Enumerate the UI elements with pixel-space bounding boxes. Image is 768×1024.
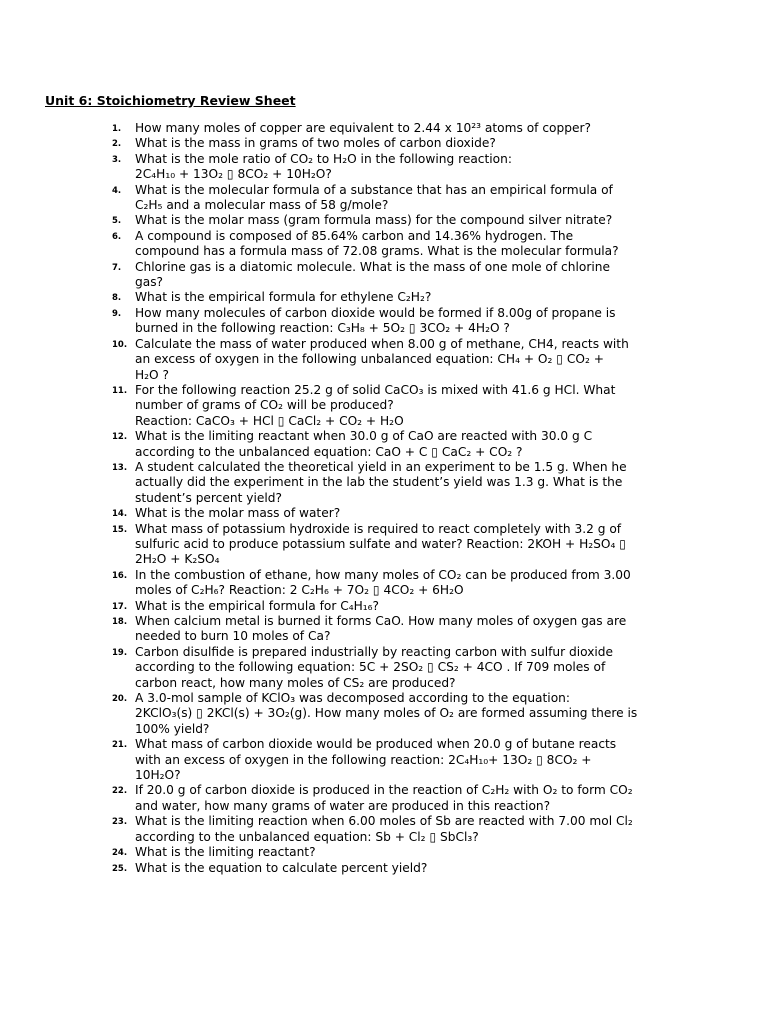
question-text: carbon react, how many moles of CS₂ are produced? — [135, 675, 456, 690]
question-item — [112, 152, 657, 183]
question-text: 2C₄H₁₀ + 13O₂ ▯ 8CO₂ + 10H₂O? — [135, 167, 332, 182]
question-item — [112, 429, 657, 460]
question-text: What is the empirical formula for ethylene C₂H₂? — [135, 290, 432, 305]
question-item — [112, 337, 657, 383]
question-number: 3. — [112, 154, 122, 165]
question-text: C₂H₅ and a molecular mass of 58 g/mole? — [135, 198, 389, 213]
question-number: 12. — [112, 432, 128, 443]
question-text: What is the mass in grams of two moles of carbon dioxide? — [135, 136, 496, 151]
question-item — [112, 845, 657, 860]
question-number: 11. — [112, 385, 128, 396]
question-text: with an excess of oxygen in the following reaction: 2C₄H₁₀+ 13O₂ ▯ 8CO₂ + — [135, 752, 592, 767]
question-item — [112, 645, 657, 691]
question-item — [112, 290, 657, 305]
question-text: and water, how many grams of water are produced in this reaction? — [135, 798, 551, 813]
question-number: 23. — [112, 817, 128, 828]
question-number: 24. — [112, 848, 128, 859]
question-text: number of grams of CO₂ will be produced? — [135, 398, 394, 413]
question-number: 9. — [112, 308, 122, 319]
question-text: moles of C₂H₆? Reaction: 2 C₂H₆ + 7O₂ ▯ 4CO₂ + 6H₂O — [135, 583, 464, 598]
question-text: A compound is composed of 85.64% carbon and 14.36% hydrogen. The — [135, 228, 574, 243]
question-text: burned in the following reaction: C₃H₈ + 5O₂ ▯ 3CO₂ + 4H₂O ? — [135, 321, 510, 336]
question-text: Chlorine gas is a diatomic molecule. What is the mass of one mole of chlorine — [135, 259, 610, 274]
question-text: an excess of oxygen in the following unbalanced equation: CH₄ + O₂ ▯ CO₂ + — [135, 352, 604, 367]
question-text: according to the following equation: 5C + 2SO₂ ▯ CS₂ + 4CO . If 709 moles of — [135, 660, 606, 675]
question-number: 10. — [112, 339, 128, 350]
question-item — [112, 691, 657, 737]
question-item — [112, 568, 657, 599]
question-item — [112, 306, 657, 337]
question-number: 8. — [112, 293, 122, 304]
question-text: needed to burn 10 moles of Ca? — [135, 629, 331, 644]
question-text: When calcium metal is burned it forms CaO. How many moles of oxygen gas are — [135, 614, 627, 628]
question-text: A student calculated the theoretical yield in an experiment to be 1.5 g. When he — [135, 459, 627, 474]
question-number: 2. — [112, 139, 122, 150]
question-text: What is the equation to calculate percent yield? — [135, 860, 428, 875]
question-text: What is the molar mass (gram formula mass) for the compound silver nitrate? — [135, 213, 613, 228]
question-item — [112, 506, 657, 521]
question-text: Calculate the mass of water produced when 8.00 g of methane, CH4, reacts with — [135, 336, 629, 351]
question-text: 10H₂O? — [135, 768, 181, 783]
question-item — [112, 614, 657, 645]
question-number: 15. — [112, 524, 128, 535]
question-text: actually did the experiment in the lab the student’s yield was 1.3 g. What is the — [135, 475, 623, 490]
question-text: 100% yield? — [135, 721, 210, 736]
question-number: 21. — [112, 740, 128, 751]
question-number: 16. — [112, 570, 128, 581]
question-text: How many moles of copper are equivalent to 2.44 x 10²³ atoms of copper? — [135, 121, 591, 135]
question-text: How many molecules of carbon dioxide would be formed if 8.00g of propane is — [135, 305, 616, 320]
question-item — [112, 737, 657, 783]
question-item — [112, 522, 657, 568]
question-item — [112, 599, 657, 614]
question-item — [112, 136, 657, 151]
question-text: If 20.0 g of carbon dioxide is produced in the reaction of C₂H₂ with O₂ to form CO₂ — [135, 783, 633, 798]
question-item — [112, 783, 657, 814]
question-number: 13. — [112, 462, 128, 473]
question-item — [112, 121, 657, 136]
question-text: student’s percent yield? — [135, 490, 282, 505]
question-text: What is the limiting reaction when 6.00 moles of Sb are reacted with 7.00 mol Cl₂ — [135, 814, 633, 829]
question-number: 19. — [112, 647, 128, 658]
question-text: Carbon disulfide is prepared industrially by reacting carbon with sulfur dioxide — [135, 644, 614, 659]
question-number: 17. — [112, 601, 128, 612]
question-text: according to the unbalanced equation: Sb + Cl₂ ▯ SbCl₃? — [135, 829, 479, 844]
question-item — [112, 861, 657, 876]
question-number: 20. — [112, 694, 128, 705]
question-number: 5. — [112, 216, 122, 227]
question-text: Reaction: CaCO₃ + HCl ▯ CaCl₂ + CO₂ + H₂O — [135, 413, 404, 428]
question-list — [112, 121, 657, 876]
question-number: 6. — [112, 231, 122, 242]
question-item — [112, 260, 657, 291]
question-text: compound has a formula mass of 72.08 grams. What is the molecular formula? — [135, 244, 619, 259]
question-item — [112, 183, 657, 214]
question-text: according to the unbalanced equation: CaO + C ▯ CaC₂ + CO₂ ? — [135, 444, 523, 459]
question-text: 2H₂O + K₂SO₄ — [135, 552, 220, 567]
question-text: A 3.0-mol sample of KClO₃ was decomposed according to the equation: — [135, 691, 570, 706]
question-text: In the combustion of ethane, how many moles of CO₂ can be produced from 3.00 — [135, 567, 631, 582]
question-text: What is the limiting reactant when 30.0 g of CaO are reacted with 30.0 g C — [135, 429, 593, 444]
question-item — [112, 229, 657, 260]
question-text: H₂O ? — [135, 367, 169, 382]
question-text: 2KClO₃(s) ▯ 2KCl(s) + 3O₂(g). How many moles of O₂ are formed assuming there is — [135, 706, 638, 721]
question-text: For the following reaction 25.2 g of solid CaCO₃ is mixed with 41.6 g HCl. What — [135, 382, 616, 397]
question-text: sulfuric acid to produce potassium sulfate and water? Reaction: 2KOH + H₂SO₄ ▯ — [135, 536, 626, 551]
question-text: What is the mole ratio of CO₂ to H₂O in the following reaction: — [135, 151, 512, 166]
question-text: What is the molecular formula of a substance that has an empirical formula of — [135, 182, 613, 197]
question-text: What is the limiting reactant? — [135, 845, 316, 860]
question-number: 22. — [112, 786, 128, 797]
question-item — [112, 460, 657, 506]
question-number: 1. — [112, 124, 122, 134]
question-text: What mass of potassium hydroxide is required to react completely with 3.2 g of — [135, 521, 622, 536]
question-item — [112, 383, 657, 429]
question-text: What is the molar mass of water? — [135, 506, 341, 521]
question-number: 4. — [112, 185, 122, 196]
question-number: 18. — [112, 617, 128, 627]
question-text: What is the empirical formula for C₄H₁₆? — [135, 598, 379, 613]
question-text: gas? — [135, 275, 164, 290]
question-number: 14. — [112, 509, 128, 520]
question-number: 7. — [112, 262, 122, 273]
question-number: 25. — [112, 863, 128, 874]
question-text: What mass of carbon dioxide would be produced when 20.0 g of butane reacts — [135, 737, 617, 752]
page-title: Unit 6: Stoichiometry Review Sheet — [45, 93, 296, 108]
question-item — [112, 213, 657, 228]
question-item — [112, 814, 657, 845]
